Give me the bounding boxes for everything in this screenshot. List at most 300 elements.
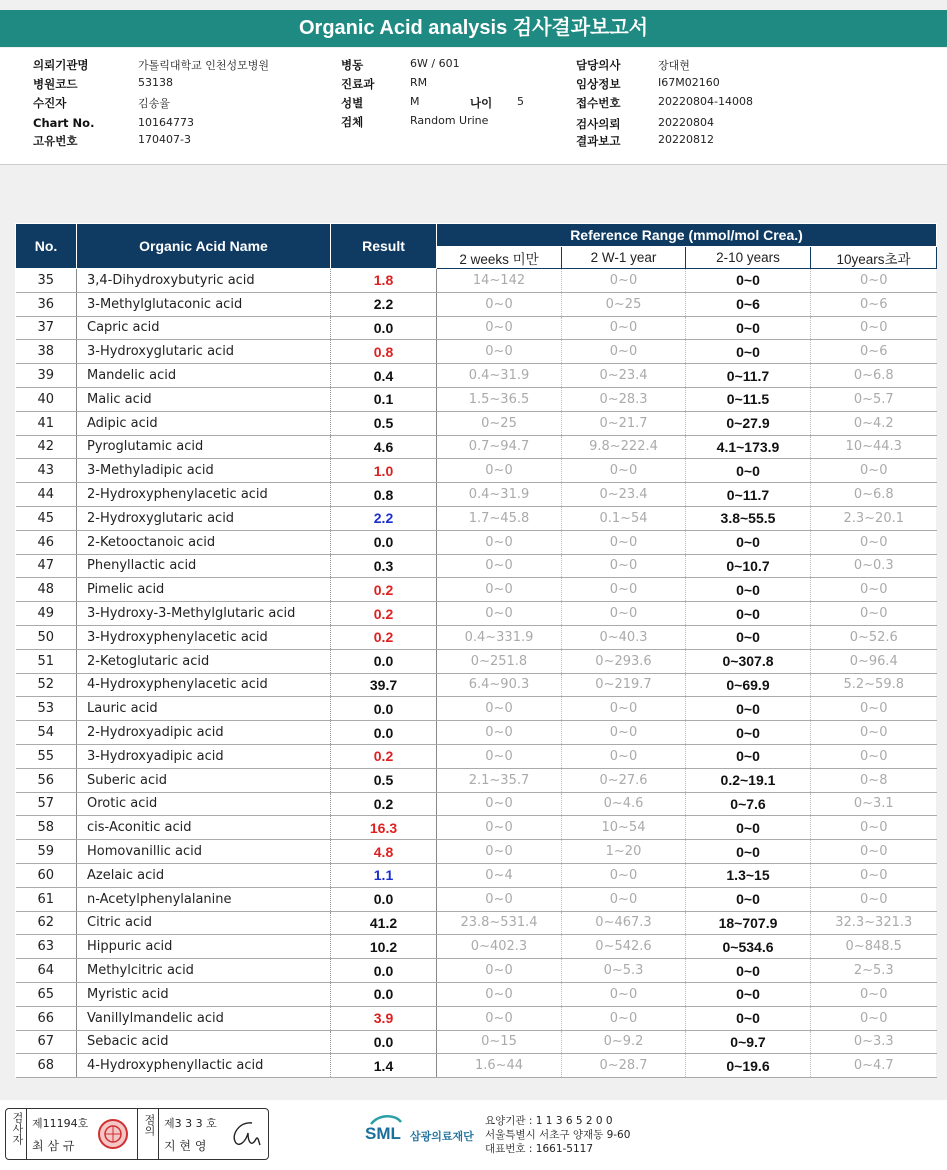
reference-range: 0~7.6 — [686, 792, 811, 816]
reference-range: 0~0 — [811, 530, 937, 554]
reference-range: 0~0 — [437, 530, 562, 554]
info-label: 의뢰기관명 — [33, 58, 89, 72]
row-number: 52 — [16, 673, 77, 697]
row-number: 49 — [16, 602, 77, 626]
reference-range: 1.5~36.5 — [437, 387, 562, 411]
row-number: 66 — [16, 1006, 77, 1030]
reference-range: 0~0 — [686, 840, 811, 864]
contact-line: 요양기관 : 1 1 3 6 5 2 0 0 — [485, 1115, 613, 1127]
reference-range: 0~0 — [437, 602, 562, 626]
reference-range: 0~0 — [811, 721, 937, 745]
table-row — [16, 435, 937, 459]
result-value: 0.5 — [331, 411, 437, 435]
reference-range: 0~23.4 — [562, 483, 686, 507]
acid-name: cis-Aconitic acid — [77, 816, 331, 840]
info-value: RM — [410, 76, 428, 89]
acid-name: 4-Hydroxyphenyllactic acid — [77, 1054, 331, 1078]
reference-range: 0~0 — [811, 269, 937, 293]
reference-range: 0~0 — [562, 578, 686, 602]
table-row — [16, 364, 937, 388]
result-value: 3.9 — [331, 1006, 437, 1030]
reference-range: 0~27.9 — [686, 411, 811, 435]
info-value: M — [410, 95, 420, 108]
reference-range: 0~0 — [562, 697, 686, 721]
acid-name: n-Acetylphenylalanine — [77, 887, 331, 911]
reference-range: 0~0 — [811, 887, 937, 911]
reference-range: 0~6.8 — [811, 483, 937, 507]
reference-range: 0~0 — [562, 554, 686, 578]
reference-range: 0~0 — [437, 578, 562, 602]
result-value: 1.8 — [331, 269, 437, 293]
acid-name: 2-Ketoglutaric acid — [77, 649, 331, 673]
acid-name: Hippuric acid — [77, 935, 331, 959]
reference-range: 0~0 — [811, 602, 937, 626]
inspector-id: 제11194호 — [32, 1117, 89, 1130]
table-row — [16, 1054, 937, 1078]
acid-name: 3-Hydroxyphenylacetic acid — [77, 625, 331, 649]
reference-range: 0~0 — [811, 840, 937, 864]
result-value: 2.2 — [331, 292, 437, 316]
info-value: 53138 — [138, 76, 173, 89]
reference-range: 0~25 — [562, 292, 686, 316]
reference-range: 0~10.7 — [686, 554, 811, 578]
reference-range: 0~0 — [437, 292, 562, 316]
table-row — [16, 935, 937, 959]
lab-contact — [485, 1114, 630, 1156]
acid-name: 3-Hydroxy-3-Methylglutaric acid — [77, 602, 331, 626]
result-value: 0.1 — [331, 387, 437, 411]
info-value: 장대현 — [658, 59, 690, 72]
acid-name: Malic acid — [77, 387, 331, 411]
reference-range: 0~0 — [686, 1006, 811, 1030]
reference-range: 0~0 — [811, 697, 937, 721]
result-value: 0.0 — [331, 530, 437, 554]
reference-range: 4.1~173.9 — [686, 435, 811, 459]
reference-range: 0~0 — [437, 721, 562, 745]
reference-range: 0~4.2 — [811, 411, 937, 435]
inspector-label: 검사자 — [11, 1112, 24, 1145]
reference-range: 0~5.3 — [562, 959, 686, 983]
reference-range: 0~69.9 — [686, 673, 811, 697]
reference-range: 0~534.6 — [686, 935, 811, 959]
reference-range: 0~40.3 — [562, 625, 686, 649]
signature-box — [5, 1108, 269, 1160]
approver-id: 제3 3 3 호 — [164, 1117, 217, 1130]
reference-range: 32.3~321.3 — [811, 911, 937, 935]
reference-range: 0~0 — [686, 816, 811, 840]
reference-range: 0.4~331.9 — [437, 625, 562, 649]
reference-range: 0~3.1 — [811, 792, 937, 816]
reference-range: 1.3~15 — [686, 863, 811, 887]
table-row — [16, 887, 937, 911]
table-row — [16, 792, 937, 816]
reference-range: 0~251.8 — [437, 649, 562, 673]
reference-range: 0~0 — [562, 530, 686, 554]
table-row — [16, 530, 937, 554]
reference-range: 0~0.3 — [811, 554, 937, 578]
row-number: 48 — [16, 578, 77, 602]
reference-range: 0~0 — [686, 269, 811, 293]
reference-range: 0~0 — [562, 863, 686, 887]
row-number: 54 — [16, 721, 77, 745]
reference-range: 0~0 — [562, 982, 686, 1006]
reference-range: 0~3.3 — [811, 1030, 937, 1054]
info-value: 10164773 — [138, 116, 194, 129]
table-row — [16, 816, 937, 840]
reference-range: 0~23.4 — [562, 364, 686, 388]
reference-range: 0.7~94.7 — [437, 435, 562, 459]
info-label: 접수번호 — [576, 96, 621, 110]
result-value: 0.3 — [331, 554, 437, 578]
row-number: 41 — [16, 411, 77, 435]
reference-range: 0~0 — [562, 1006, 686, 1030]
acid-name: 3-Methylglutaconic acid — [77, 292, 331, 316]
acid-name: Suberic acid — [77, 768, 331, 792]
result-value: 0.8 — [331, 340, 437, 364]
header-no: No. — [16, 224, 77, 269]
result-value: 0.0 — [331, 697, 437, 721]
reference-range: 0~0 — [686, 316, 811, 340]
result-value: 1.1 — [331, 863, 437, 887]
reference-range: 0~28.3 — [562, 387, 686, 411]
reference-range: 0~21.7 — [562, 411, 686, 435]
seal-stamp-icon — [97, 1118, 129, 1150]
result-value: 39.7 — [331, 673, 437, 697]
table-row — [16, 768, 937, 792]
reference-range: 0~0 — [437, 792, 562, 816]
table-row — [16, 911, 937, 935]
reference-range: 0~219.7 — [562, 673, 686, 697]
table-row — [16, 744, 937, 768]
result-value: 0.2 — [331, 792, 437, 816]
row-number: 38 — [16, 340, 77, 364]
sml-name: 삼광의료재단 — [410, 1130, 474, 1143]
table-row — [16, 982, 937, 1006]
approver-name: 지 현 영 — [164, 1139, 207, 1153]
acid-name: Methylcitric acid — [77, 959, 331, 983]
row-number: 36 — [16, 292, 77, 316]
reference-range: 0~0 — [686, 625, 811, 649]
reference-range: 0~0 — [686, 530, 811, 554]
reference-range: 10~44.3 — [811, 435, 937, 459]
reference-range: 0~6 — [811, 340, 937, 364]
info-label: 결과보고 — [576, 134, 621, 148]
acid-name: Myristic acid — [77, 982, 331, 1006]
info-label: 병원코드 — [33, 77, 78, 91]
reference-range: 0~11.7 — [686, 364, 811, 388]
reference-range: 6.4~90.3 — [437, 673, 562, 697]
reference-range: 0~307.8 — [686, 649, 811, 673]
reference-range: 0~0 — [437, 459, 562, 483]
row-number: 61 — [16, 887, 77, 911]
table-row — [16, 649, 937, 673]
row-number: 39 — [16, 364, 77, 388]
info-label: 검체 — [341, 115, 364, 129]
row-number: 40 — [16, 387, 77, 411]
table-row — [16, 840, 937, 864]
info-value: Random Urine — [410, 114, 489, 127]
row-number: 51 — [16, 649, 77, 673]
reference-range: 0~0 — [562, 316, 686, 340]
table-row — [16, 1006, 937, 1030]
table-row — [16, 578, 937, 602]
acid-name: Pimelic acid — [77, 578, 331, 602]
info-value: 20220804 — [658, 116, 714, 129]
info-value: I67M02160 — [658, 76, 720, 89]
reference-range: 0~0 — [811, 459, 937, 483]
table-row — [16, 721, 937, 745]
row-number: 59 — [16, 840, 77, 864]
result-value: 41.2 — [331, 911, 437, 935]
acid-name: 2-Hydroxyadipic acid — [77, 721, 331, 745]
reference-range: 0~0 — [811, 863, 937, 887]
row-number: 57 — [16, 792, 77, 816]
approver-label: 점의 — [143, 1114, 156, 1136]
result-value: 4.8 — [331, 840, 437, 864]
reference-range: 0~11.5 — [686, 387, 811, 411]
reference-range: 0~0 — [811, 744, 937, 768]
reference-range: 0~0 — [686, 602, 811, 626]
reference-range: 0~0 — [686, 744, 811, 768]
info-label: Chart No. — [33, 116, 95, 130]
table-row — [16, 459, 937, 483]
reference-range: 0~8 — [811, 768, 937, 792]
reference-range: 0~6.8 — [811, 364, 937, 388]
acid-name: Capric acid — [77, 316, 331, 340]
acid-name: Mandelic acid — [77, 364, 331, 388]
reference-range: 0.4~31.9 — [437, 364, 562, 388]
reference-range: 0~0 — [811, 816, 937, 840]
row-number: 47 — [16, 554, 77, 578]
contact-line: 서울특별시 서초구 양재동 9-60 — [485, 1129, 631, 1141]
reference-range: 0~0 — [437, 1006, 562, 1030]
reference-range: 0~293.6 — [562, 649, 686, 673]
result-value: 0.0 — [331, 887, 437, 911]
reference-range: 0~9.2 — [562, 1030, 686, 1054]
reference-range: 2.3~20.1 — [811, 506, 937, 530]
subheader-age-group: 2 weeks 미만 — [437, 247, 562, 269]
info-value: 가톨릭대학교 인천성모병원 — [138, 59, 270, 72]
acid-name: Lauric acid — [77, 697, 331, 721]
reference-range: 0~0 — [562, 459, 686, 483]
reference-range: 0~9.7 — [686, 1030, 811, 1054]
result-value: 0.2 — [331, 578, 437, 602]
row-number: 53 — [16, 697, 77, 721]
reference-range: 0~0 — [437, 840, 562, 864]
inspector-name: 최 삼 규 — [32, 1139, 75, 1153]
acid-name: Homovanillic acid — [77, 840, 331, 864]
table-row — [16, 506, 937, 530]
table-row — [16, 697, 937, 721]
subheader-age-group: 2-10 years — [686, 247, 811, 269]
reference-range: 0~0 — [562, 602, 686, 626]
info-label: 병동 — [341, 58, 364, 72]
info-label: 검사의뢰 — [576, 117, 621, 131]
result-value: 0.8 — [331, 483, 437, 507]
table-row — [16, 387, 937, 411]
acid-name: 2-Hydroxyglutaric acid — [77, 506, 331, 530]
reference-range: 0~5.7 — [811, 387, 937, 411]
reference-range: 1.6~44 — [437, 1054, 562, 1078]
info-label: 진료과 — [341, 77, 375, 91]
report-footer — [0, 1100, 947, 1170]
reference-range: 0~0 — [562, 744, 686, 768]
reference-range: 0.1~54 — [562, 506, 686, 530]
result-value: 0.0 — [331, 982, 437, 1006]
reference-range: 23.8~531.4 — [437, 911, 562, 935]
acid-name: 3-Hydroxyadipic acid — [77, 744, 331, 768]
reference-range: 0~96.4 — [811, 649, 937, 673]
reference-range: 0~25 — [437, 411, 562, 435]
reference-range: 0~0 — [686, 982, 811, 1006]
subheader-age-group: 2 W-1 year — [562, 247, 686, 269]
result-value: 16.3 — [331, 816, 437, 840]
result-value: 0.0 — [331, 316, 437, 340]
reference-range: 3.8~55.5 — [686, 506, 811, 530]
contact-line: 대표번호 : 1661-5117 — [485, 1143, 594, 1155]
table-row — [16, 1030, 937, 1054]
reference-range: 0~6 — [811, 292, 937, 316]
acid-name: 3-Methyladipic acid — [77, 459, 331, 483]
row-number: 37 — [16, 316, 77, 340]
acid-name: 3,4-Dihydroxybutyric acid — [77, 269, 331, 293]
info-value: 20220804-14008 — [658, 95, 753, 108]
signature-icon — [226, 1117, 262, 1151]
reference-range: 0~0 — [686, 340, 811, 364]
reference-range: 0~28.7 — [562, 1054, 686, 1078]
reference-range: 0~11.7 — [686, 483, 811, 507]
reference-range: 0~52.6 — [811, 625, 937, 649]
reference-range: 0~0 — [437, 340, 562, 364]
acid-name: 2-Ketooctanoic acid — [77, 530, 331, 554]
row-number: 46 — [16, 530, 77, 554]
result-value: 1.4 — [331, 1054, 437, 1078]
reference-range: 14~142 — [437, 269, 562, 293]
reference-range: 0~4.6 — [562, 792, 686, 816]
reference-range: 0~4.7 — [811, 1054, 937, 1078]
reference-range: 0~542.6 — [562, 935, 686, 959]
reference-range: 2~5.3 — [811, 959, 937, 983]
row-number: 68 — [16, 1054, 77, 1078]
acid-name: Azelaic acid — [77, 863, 331, 887]
table-row — [16, 316, 937, 340]
acid-name: 3-Hydroxyglutaric acid — [77, 340, 331, 364]
reference-range: 0.4~31.9 — [437, 483, 562, 507]
header-reference-range: Reference Range (mmol/mol Crea.) — [437, 224, 937, 247]
header-name: Organic Acid Name — [77, 224, 331, 269]
reference-range: 0~0 — [437, 982, 562, 1006]
table-row — [16, 411, 937, 435]
reference-range: 0~0 — [686, 959, 811, 983]
table-row — [16, 340, 937, 364]
reference-range: 0~0 — [562, 887, 686, 911]
row-number: 56 — [16, 768, 77, 792]
row-number: 50 — [16, 625, 77, 649]
row-number: 63 — [16, 935, 77, 959]
info-value: 6W / 601 — [410, 57, 460, 70]
reference-range: 0.2~19.1 — [686, 768, 811, 792]
reference-range: 5.2~59.8 — [811, 673, 937, 697]
reference-range: 0~0 — [437, 816, 562, 840]
reference-range: 0~0 — [811, 316, 937, 340]
acid-name: Adipic acid — [77, 411, 331, 435]
table-row — [16, 673, 937, 697]
row-number: 67 — [16, 1030, 77, 1054]
row-number: 55 — [16, 744, 77, 768]
result-value: 0.0 — [331, 959, 437, 983]
reference-range: 0~15 — [437, 1030, 562, 1054]
reference-range: 0~402.3 — [437, 935, 562, 959]
reference-range: 0~467.3 — [562, 911, 686, 935]
reference-range: 0~0 — [562, 721, 686, 745]
reference-range: 0~27.6 — [562, 768, 686, 792]
acid-name: Sebacic acid — [77, 1030, 331, 1054]
reference-range: 0~0 — [686, 697, 811, 721]
reference-range: 0~0 — [437, 554, 562, 578]
sml-logo-text: SML — [365, 1124, 401, 1143]
reference-range: 0~0 — [686, 578, 811, 602]
info-label: 수진자 — [33, 96, 67, 110]
acid-name: Phenyllactic acid — [77, 554, 331, 578]
reference-range: 0~0 — [562, 340, 686, 364]
table-row — [16, 625, 937, 649]
acid-name: Vanillylmandelic acid — [77, 1006, 331, 1030]
row-number: 64 — [16, 959, 77, 983]
reference-range: 2.1~35.7 — [437, 768, 562, 792]
subheader-age-group: 10years초과 — [811, 247, 937, 269]
table-row — [16, 483, 937, 507]
table-row — [16, 269, 937, 293]
info-value: 170407-3 — [138, 133, 191, 146]
table-row — [16, 554, 937, 578]
reference-range: 10~54 — [562, 816, 686, 840]
reference-range: 0~0 — [437, 744, 562, 768]
table-row — [16, 959, 937, 983]
reference-range: 0~0 — [437, 697, 562, 721]
patient-info-panel — [0, 48, 947, 165]
row-number: 35 — [16, 269, 77, 293]
reference-range: 0~0 — [686, 721, 811, 745]
results-table — [15, 223, 936, 1078]
reference-range: 0~0 — [811, 1006, 937, 1030]
age-label: 나이 — [470, 96, 493, 110]
reference-range: 0~0 — [686, 887, 811, 911]
result-value: 0.2 — [331, 625, 437, 649]
result-value: 2.2 — [331, 506, 437, 530]
table-row — [16, 863, 937, 887]
result-value: 10.2 — [331, 935, 437, 959]
result-value: 0.2 — [331, 602, 437, 626]
result-value: 0.0 — [331, 721, 437, 745]
header-result: Result — [331, 224, 437, 269]
acid-name: 4-Hydroxyphenylacetic acid — [77, 673, 331, 697]
acid-name: Orotic acid — [77, 792, 331, 816]
row-number: 45 — [16, 506, 77, 530]
reference-range: 0~0 — [437, 959, 562, 983]
reference-range: 1.7~45.8 — [437, 506, 562, 530]
result-value: 0.4 — [331, 364, 437, 388]
age-value: 5 — [517, 95, 524, 108]
reference-range: 0~848.5 — [811, 935, 937, 959]
reference-range: 0~4 — [437, 863, 562, 887]
row-number: 44 — [16, 483, 77, 507]
result-value: 1.0 — [331, 459, 437, 483]
reference-range: 1~20 — [562, 840, 686, 864]
result-value: 0.5 — [331, 768, 437, 792]
report-title: Organic Acid analysis 검사결과보고서 — [0, 10, 947, 47]
info-label: 고유번호 — [33, 134, 78, 148]
info-label: 담당의사 — [576, 58, 621, 72]
